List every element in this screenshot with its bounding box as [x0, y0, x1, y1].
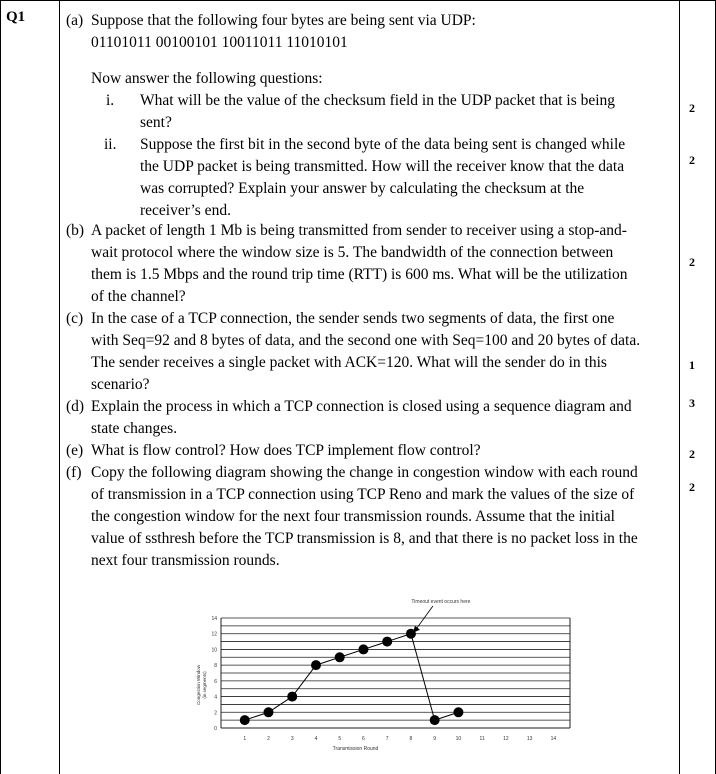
y-axis-subtitle: (in segments): [202, 671, 207, 699]
part-b-line4: of the channel?: [91, 288, 186, 305]
y-tick-label: 4: [214, 694, 217, 701]
y-tick-label: 10: [211, 647, 217, 654]
x-tick-label: 4: [314, 736, 318, 742]
part-c-line1: In the case of a TCP connection, the sender sends two segments of data, the first one: [91, 310, 615, 327]
cwnd-line-segment: [411, 634, 435, 720]
x-tick-label: 7: [385, 736, 389, 742]
chart-labels: [196, 599, 556, 752]
part-e-label: (e): [66, 442, 84, 459]
part-d-line1: Explain the process in which a TCP connection is closed using a sequence diagram and: [91, 398, 632, 415]
question-number: Q1: [6, 9, 26, 25]
cwnd-data-point: [240, 715, 250, 725]
cwnd-data-point: [263, 707, 273, 717]
part-a-ii-line1: Suppose the first bit in the second byte of the data being sent is changed while: [140, 136, 626, 153]
part-c-line4: scenario?: [91, 376, 150, 393]
x-axis-title: Transmission Round: [332, 746, 379, 752]
part-b-line3: them is 1.5 Mbps and the round trip time (RTT) is 600 ms. What will be the utilization: [91, 266, 628, 283]
part-a-label: (a): [66, 12, 84, 29]
marks-d: 3: [689, 396, 695, 410]
y-tick-label: 0: [214, 726, 217, 732]
cwnd-data-point: [287, 692, 297, 702]
part-a-ii-line4: receiver’s end.: [140, 202, 231, 219]
marks-b: 2: [689, 255, 695, 269]
cwnd-data-point: [311, 660, 321, 670]
part-a-i-line1: What will be the value of the checksum field in the UDP packet that is being: [140, 92, 616, 109]
part-f-line5: next four transmission rounds.: [91, 552, 280, 569]
part-c-label: (c): [66, 310, 84, 327]
x-tick-label: 13: [526, 736, 533, 742]
part-a-i-line2: sent?: [140, 114, 172, 131]
x-tick-label: 8: [409, 736, 413, 742]
y-axis-title: Congestion Window: [196, 664, 201, 706]
timeout-annotation-arrowhead: [413, 626, 420, 633]
x-tick-label: 5: [338, 736, 342, 742]
part-a-ii-line2: the UDP packet is being transmitted. How will the receiver know that the data: [140, 158, 625, 175]
part-a-i-label: i.: [106, 92, 115, 109]
x-tick-label: 1: [243, 736, 247, 742]
part-d-line2: state changes.: [91, 420, 178, 437]
x-tick-label: 12: [503, 736, 509, 742]
part-a-ii-label: ii.: [104, 136, 117, 153]
cwnd-data-point: [335, 652, 345, 662]
chart-series: [240, 629, 464, 725]
chart-grid: [221, 618, 570, 720]
table-top-border: [0, 0, 716, 1]
part-a-bytes: 01101011 00100101 10011011 11010101: [91, 34, 348, 51]
y-tick-label: 6: [214, 678, 217, 685]
part-c-line3: The sender receives a single packet with ACK=120. What will the sender do in this: [91, 354, 607, 371]
x-tick-label: 11: [479, 736, 485, 742]
y-tick-label: 2: [214, 710, 217, 717]
y-tick-label: 12: [211, 631, 217, 638]
part-e-line1: What is flow control? How does TCP implement flow control?: [91, 442, 481, 459]
x-tick-label: 10: [455, 736, 462, 742]
part-b-line1: A packet of length 1 Mb is being transmitted from sender to receiver using a stop-and-: [91, 222, 627, 239]
part-f-line3: the congestion window for the next four transmission rounds. Assume that the initial: [91, 508, 615, 525]
part-b-label: (b): [66, 222, 85, 239]
marks-a-ii: 2: [689, 153, 695, 167]
part-c-line2: with Seq=92 and 8 bytes of data, and the second one with Seq=100 and 20 bytes of data.: [91, 332, 641, 349]
cwnd-data-point: [382, 637, 392, 647]
timeout-annotation-text: Timeout event occurs here: [411, 599, 471, 605]
part-b-line2: wait protocol where the window size is 5. The bandwidth of the connection between: [91, 244, 614, 261]
part-f-line4: value of ssthresh before the TCP transmission is 8, and that there is no packet loss in the: [91, 530, 638, 547]
x-tick-label: 6: [362, 736, 365, 742]
marks-a-i: 2: [689, 101, 695, 115]
x-tick-label: 9: [433, 736, 437, 742]
part-d-label: (d): [66, 398, 85, 415]
cwnd-data-point: [358, 644, 368, 654]
part-f-line2: of transmission in a TCP connection using TCP Reno and mark the values of the size of: [91, 486, 635, 503]
part-f-label: (f): [66, 464, 82, 481]
table-left-border: [0, 0, 1, 774]
cwnd-data-point: [453, 707, 463, 717]
marks-c: 1: [689, 358, 695, 372]
table-divider-number: [59, 0, 60, 774]
table-divider-marks: [679, 0, 680, 774]
marks-e: 2: [689, 447, 695, 461]
y-tick-label: 14: [211, 616, 217, 622]
x-tick-label: 14: [550, 736, 557, 742]
y-tick-label: 8: [214, 663, 217, 670]
x-tick-label: 3: [290, 736, 294, 742]
part-a-prompt: Now answer the following questions:: [91, 70, 323, 87]
cwnd-data-point: [430, 715, 440, 725]
part-a-intro: Suppose that the following four bytes are being sent via UDP:: [91, 12, 476, 29]
marks-f: 2: [689, 480, 695, 494]
x-tick-label: 2: [267, 736, 270, 742]
part-f-line1: Copy the following diagram showing the change in congestion window with each round: [91, 464, 638, 481]
part-a-ii-line3: was corrupted? Explain your answer by calculating the checksum at the: [140, 180, 585, 197]
congestion-window-chart: [170, 590, 590, 770]
